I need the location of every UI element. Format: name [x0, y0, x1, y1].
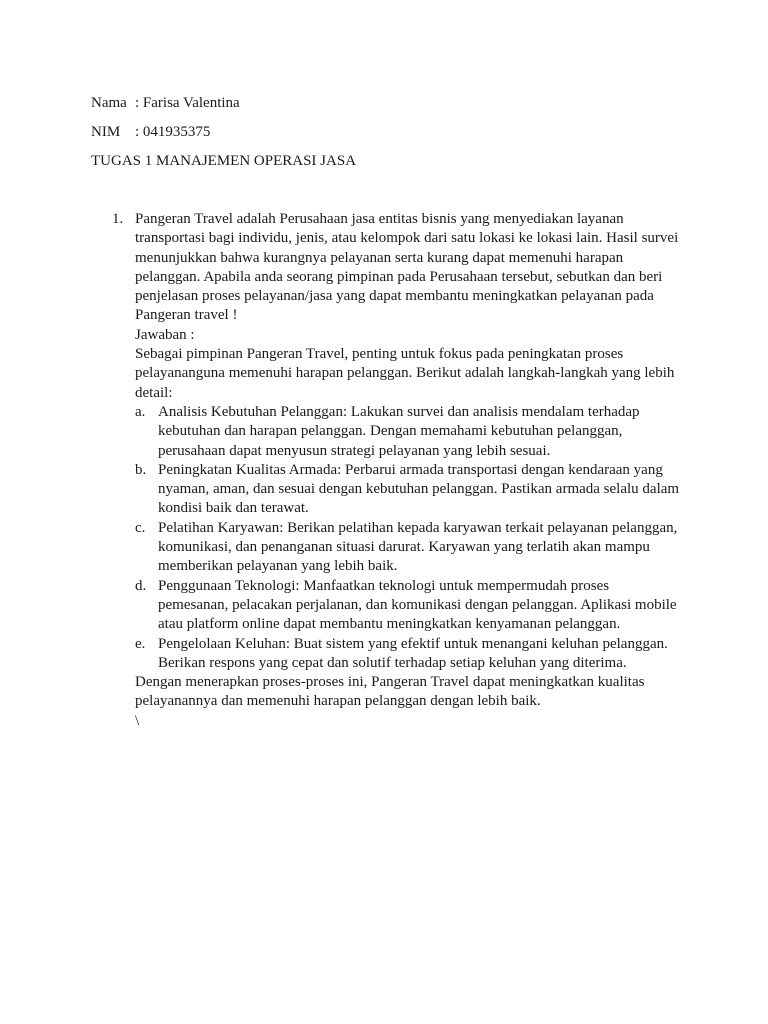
nim-value: : 041935375 [135, 124, 211, 140]
list-item-text: Peningkatan Kualitas Armada: Perbarui armada transportasi dengan kendaraan yang nyaman, aman, dan sesuai dengan kebutuhan pelanggan. Pastikan armada selalu dalam kondisi baik dan terawat. [158, 461, 680, 517]
list-marker: b. [135, 461, 147, 478]
question-1 [112, 210, 682, 731]
list-marker: d. [135, 577, 147, 594]
name-label: Nama [91, 95, 127, 111]
name-value: : Farisa Valentina [135, 95, 240, 111]
question-number: 1. [112, 211, 124, 227]
list-item-text: Analisis Kebutuhan Pelanggan: Lakukan survei dan analisis mendalam terhadap kebutuhan dan harapan pelanggan. Dengan memahami kebutuhan pelanggan, perusahaan dapat menyusun strategi pelayanan yang lebih sesuai. [158, 403, 640, 459]
trailing-character: \ [135, 712, 140, 729]
question-prompt: Pangeran Travel adalah Perusahaan jasa entitas bisnis yang menyediakan layanan transportasi bagi individu, jenis, atau kelompok dari satu lokasi ke lokasi lain. Hasil survei menunjukkan bahwa kurangnya pelayanan serta kurang dapat memenuhi harapan pelanggan. Apabila anda seorang pimpinan pada Perusahaan tersebut, sebutkan dan beri penjelasan proses pelayanan/jasa yang dapat membantu meningkatkan pelayanan pada Pangeran travel ! [135, 211, 679, 324]
list-item-text: Pengelolaan Keluhan: Buat sistem yang efektif untuk menangani keluhan pelanggan. Berikan respons yang cepat dan solutif terhadap setiap keluhan yang diterima. [158, 635, 668, 671]
list-item [135, 519, 682, 577]
name-line [91, 94, 240, 113]
answer-intro: Sebagai pimpinan Pangeran Travel, penting untuk fokus pada peningkatan proses pelayananguna memenuhi harapan pelanggan. Berikut adalah langkah-langkah yang lebih detail: [135, 346, 675, 401]
list-marker: e. [135, 635, 146, 652]
answer-label: Jawaban : [135, 326, 195, 343]
list-item-text: Pelatihan Karyawan: Berikan pelatihan kepada karyawan terkait pelayanan pelanggan, komunikasi, dan penanganan situasi darurat. Karyawan yang terlatih akan mampu memberikan pelayanan yang lebih baik. [158, 519, 678, 575]
list-item-text: Penggunaan Teknologi: Manfaatkan teknologi untuk mempermudah proses pemesanan, pelacakan perjalanan, dan komunikasi dengan pelanggan. Aplikasi mobile atau platform online dapat membantu meningkatkan kenyamanan pelanggan. [158, 577, 677, 633]
list-item [135, 577, 682, 635]
list-item [135, 461, 682, 519]
nim-line [91, 123, 210, 142]
list-item [135, 635, 682, 674]
list-marker: a. [135, 403, 146, 420]
list-marker: c. [135, 519, 146, 536]
question-body [135, 210, 682, 731]
nim-label: NIM [91, 124, 121, 140]
assignment-title: TUGAS 1 MANAJEMEN OPERASI JASA [91, 153, 357, 169]
answer-steps-list [135, 403, 682, 673]
list-item [135, 403, 682, 461]
answer-conclusion: Dengan menerapkan proses-proses ini, Pangeran Travel dapat meningkatkan kualitas pelayanannya dan memenuhi harapan pelanggan dengan lebih baik. [135, 674, 645, 710]
